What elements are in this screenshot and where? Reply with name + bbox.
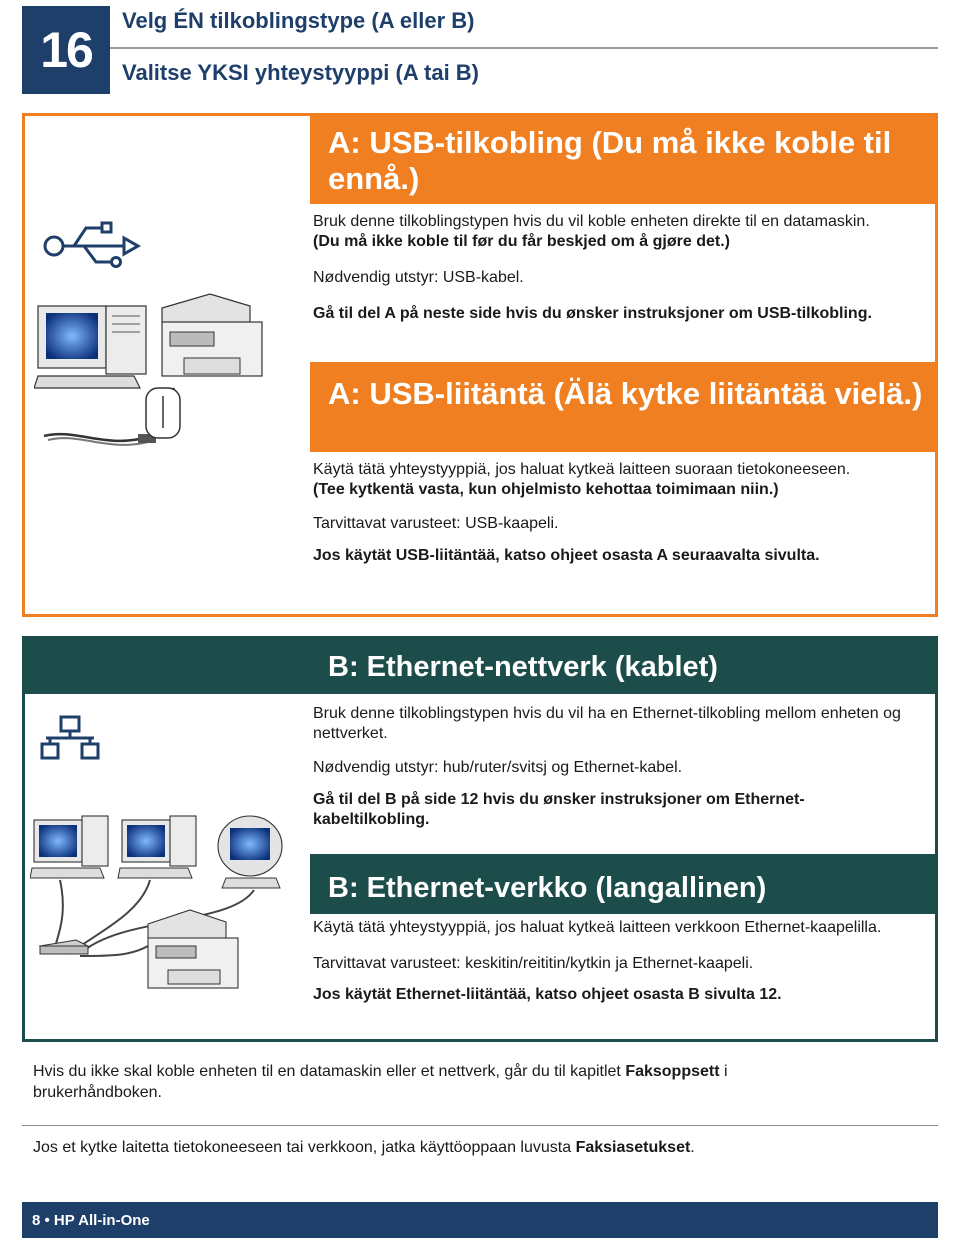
ethernet-description-norwegian: Bruk denne tilkoblingstypen hvis du vil ha en Ethernet-tilkobling mellom enheten og nettverket.	[313, 705, 901, 742]
note-finnish-tail: .	[690, 1139, 695, 1156]
ethernet-equipment-finnish: Tarvittavat varusteet: keskitin/reititin/kytkin ja Ethernet-kaapeli.	[313, 955, 754, 972]
usb-heading-norwegian: A: USB-tilkobling (Du må ikke koble til ennå.)	[310, 113, 938, 204]
step-number: 16	[22, 6, 110, 94]
note-norwegian	[33, 1061, 793, 1103]
usb-symbol-icon	[40, 218, 150, 274]
ethernet-equipment-norwegian: Nødvendig utstyr: hub/ruter/svitsj og Ethernet-kabel.	[313, 759, 683, 776]
page-footer	[22, 1202, 938, 1238]
title-divider	[110, 47, 938, 49]
footer-label: 8 • HP All-in-One	[32, 1212, 150, 1229]
step-title-norwegian: Velg ÉN tilkoblingstype (A eller B)	[122, 8, 475, 33]
note-finnish-text: Jos et kytke laitetta tietokoneeseen tai verkkoon, jatka käyttöoppaan luvusta	[33, 1139, 572, 1156]
ethernet-description-finnish: Käytä tätä yhteystyyppiä, jos haluat kytkeä laitteen verkkoon Ethernet-kaapelilla.	[313, 919, 882, 936]
usb-heading-finnish: A: USB-liitäntä (Älä kytke liitäntää vielä.)	[310, 362, 938, 452]
ethernet-setup-illustration	[30, 806, 300, 1022]
usb-setup-illustration	[34, 288, 292, 458]
usb-text-norwegian: Bruk denne tilkoblingstypen hvis du vil koble enheten direkte til en datamaskin.	[313, 213, 870, 230]
note-finnish-link: Faksiasetukset	[575, 1139, 691, 1156]
note-finnish	[33, 1137, 833, 1158]
ethernet-instructions-finnish: Jos käytät Ethernet-liitäntää, katso ohjeet osasta B sivulta 12.	[313, 986, 782, 1003]
ethernet-heading-finnish: B: Ethernet-verkko (langallinen)	[310, 854, 938, 914]
network-symbol-icon	[38, 714, 104, 762]
ethernet-heading-norwegian: B: Ethernet-nettverk (kablet)	[22, 636, 938, 694]
usb-instructions-finnish: Jos käytät USB-liitäntää, katso ohjeet osasta A seuraavalta sivulta.	[313, 547, 820, 564]
usb-text-finnish: Käytä tätä yhteystyyppiä, jos haluat kytkeä laitteen suoraan tietokoneeseen.	[313, 461, 851, 478]
usb-description-norwegian	[313, 212, 925, 252]
step-title-finnish: Valitse YKSI yhteystyyppi (A tai B)	[122, 60, 480, 85]
usb-instructions-norwegian: Gå til del A på neste side hvis du ønsker instruksjoner om USB-tilkobling.	[313, 305, 872, 322]
usb-equipment-finnish: Tarvittavat varusteet: USB-kaapeli.	[313, 515, 559, 532]
notes-divider	[22, 1125, 938, 1126]
usb-description-finnish	[313, 460, 925, 500]
note-norwegian-tail: i brukerhåndboken.	[33, 1063, 728, 1101]
ethernet-instructions-norwegian: Gå til del B på side 12 hvis du ønsker instruksjoner om Ethernet-kabeltilkobling.	[313, 791, 805, 828]
usb-warning-norwegian: (Du må ikke koble til før du får beskjed om å gjøre det.)	[313, 233, 730, 250]
usb-equipment-norwegian: Nødvendig utstyr: USB-kabel.	[313, 269, 524, 286]
note-norwegian-text: Hvis du ikke skal koble enheten til en datamaskin eller et nettverk, går du til kapitlet	[33, 1063, 621, 1080]
note-norwegian-link: Faksoppsett	[625, 1063, 720, 1080]
usb-warning-finnish: (Tee kytkentä vasta, kun ohjelmisto kehottaa toimimaan niin.)	[313, 481, 779, 498]
